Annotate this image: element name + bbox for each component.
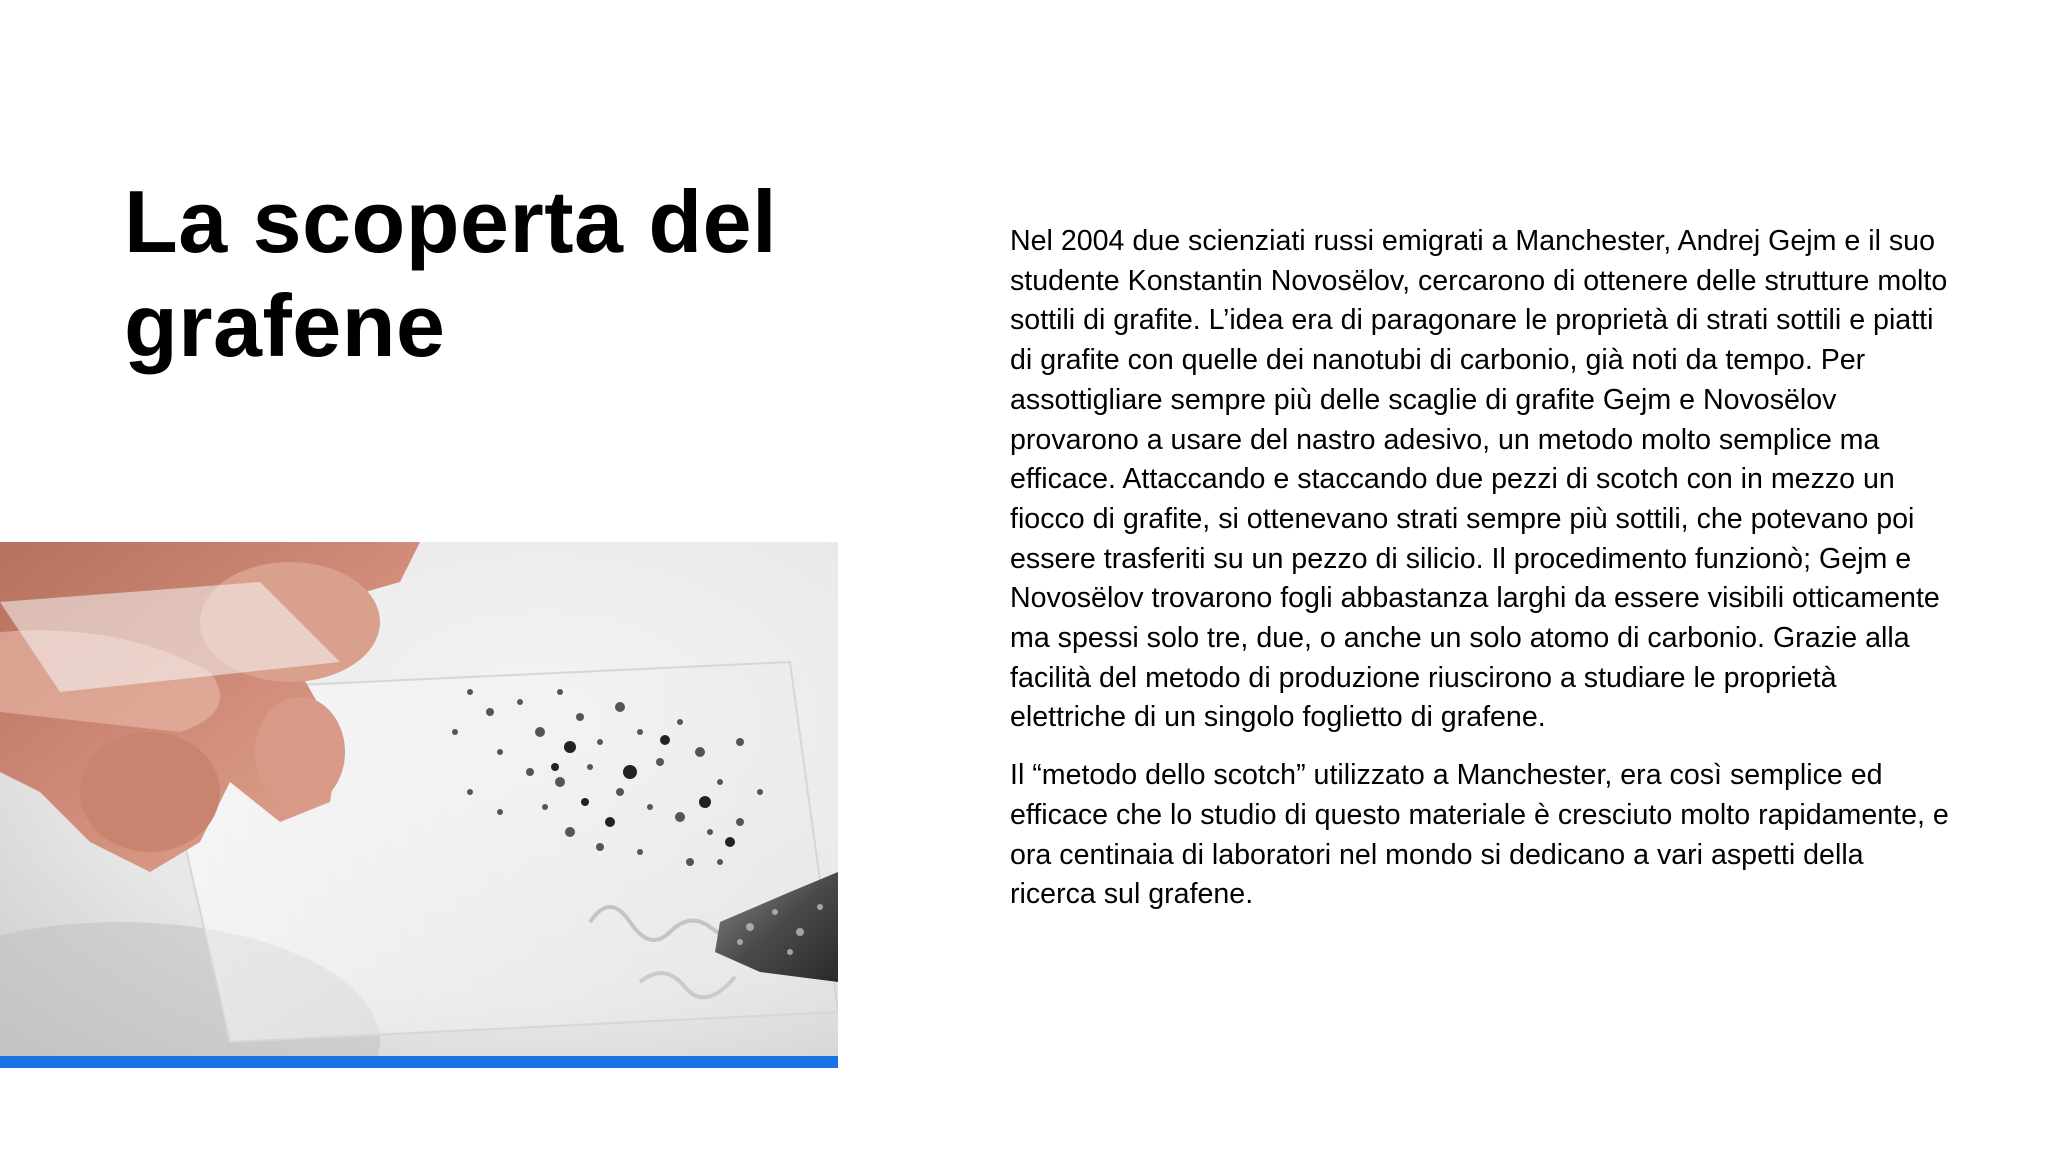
graphene-photo <box>0 542 838 1068</box>
body-text <box>1010 222 1950 933</box>
graphite-flakes-tape-photo-icon <box>0 542 838 1056</box>
paragraph-scotch-method: Il “metodo dello scotch” utilizzato a Manchester, era così semplice ed efficace che lo studio di questo materiale è cresciuto molto rapidamente, e ora centinaia di laboratori nel mondo si dedicano a vari aspetti della ricerca sul grafene. <box>1010 759 1949 911</box>
slide-title: La scoperta del grafene <box>124 172 778 375</box>
paragraph-discovery: Nel 2004 due scienziati russi emigrati a Manchester, Andrej Gejm e il suo studente Konstantin Novosëlov, cercarono di ottenere delle strutture molto sottili di grafite. L’idea era di paragonare le proprietà di strati sottili e piatti di grafite con quelle dei nanotubi di carbonio, già noti da tempo. Per assottigliare sempre più delle scaglie di grafite Gejm e Novosëlov provarono a usare del nastro adesivo, un metodo molto semplice ma efficace. Attaccando e staccando due pezzi di scotch con in mezzo un fiocco di grafite, si ottenevano strati sempre più sottili, che potevano poi essere trasferiti su un pezzo di silicio. Il procedimento funzionò; Gejm e Novosëlov trovarono fogli abbastanza larghi da essere visibili otticamente ma spessi solo tre, due, o anche un solo atomo di carbonio. Grazie alla facilità del metodo di produzione riuscirono a studiare le proprietà elettriche di un singolo foglietto di grafene. <box>1010 225 1948 734</box>
accent-bar <box>0 1056 838 1068</box>
